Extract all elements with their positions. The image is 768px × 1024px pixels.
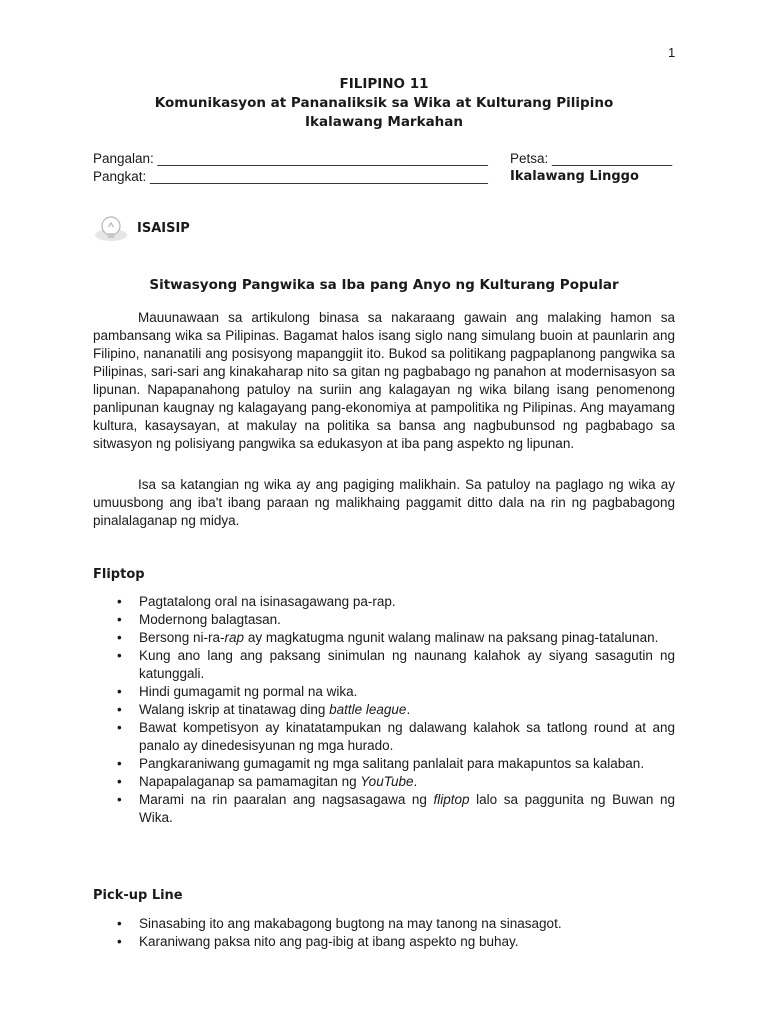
list-item: • Bawat kompetisyon ay kinatatampukan ng dalawang kalahok sa tatlong round at ang panalo ay dinedesisyunan ng mga hurado. xyxy=(93,719,675,755)
list-item: • Napapalaganap sa pamamagitan ng YouTube. xyxy=(93,773,675,791)
list-item: • Modernong balagtasan. xyxy=(93,611,675,629)
lightbulb-icon xyxy=(93,213,129,243)
quarter-title: Ikalawang Markahan xyxy=(304,114,464,130)
list-item: • Kung ano lang ang paksang sinimulan ng naunang kalahok ay siyang sasagutin ng katunggali. xyxy=(93,647,675,683)
document-header xyxy=(0,75,768,132)
date-field: Petsa: ________________ xyxy=(510,151,673,166)
paragraph xyxy=(93,309,675,453)
paragraph xyxy=(93,476,675,530)
list-item: • Pagtatalong oral na isinasagawang pa-rap. xyxy=(93,593,675,611)
list-item: • Hindi gumagamit ng pormal na wika. xyxy=(93,683,675,701)
fliptop-list xyxy=(93,593,675,827)
course-title: Komunikasyon at Pananaliksik sa Wika at Kulturang Pilipino xyxy=(154,95,614,111)
list-item: • Bersong ni-ra-rap ay magkatugma ngunit walang malinaw na paksang pinag-tatalunan. xyxy=(93,629,675,647)
isaisip-label: ISAISIP xyxy=(137,220,190,236)
pickup-line-list xyxy=(93,915,675,951)
list-item: • Marami na rin paaralan ang nagsasagawa ng fliptop lalo sa paggunita ng Buwan ng Wika. xyxy=(93,791,675,827)
subject-title: FILIPINO 11 xyxy=(339,76,429,92)
list-item: • Pangkaraniwang gumagamit ng mga salitang panlalait para makapuntos sa kalaban. xyxy=(93,755,675,773)
student-info-fields xyxy=(93,150,678,186)
section-field: Pangkat: _____________________________________________ xyxy=(93,169,488,184)
isaisip-section-header xyxy=(93,213,190,243)
week-label: Ikalawang Linggo xyxy=(510,169,639,184)
paragraph-text: Isa sa katangian ng wika ay ang pagiging malikhain. Sa patuloy na paglago ng wika ay umuusbong ang iba't ibang paraan ng malikhaing paggamit ditto dala na rin ng pagbabagong pinalalaganap ng midya. xyxy=(93,477,675,528)
list-item: • Karaniwang paksa nito ang pag-ibig at ibang aspekto ng buhay. xyxy=(93,933,675,951)
name-field: Pangalan: ____________________________________________ xyxy=(93,151,488,166)
paragraph-text: Mauunawaan sa artikulong binasa sa nakaraang gawain ang malaking hamon sa pambansang wika sa Pilipinas. Bagamat halos isang siglo nang simulang buoin at paunlarin ang Filipino, nananatili ang posisyong mapanggiit ito. Bukod sa politikang pagpaplanong pangwika sa Pilipinas, sari-sari ang kinakaharap nito sa gitan ng pagbabago ng panahon at modernisasyon sa lipunan. Napapanahong patuloy na suriin ang kalagayan ng wika bilang isang penomenong panlipunan kaugnay ng kalagayang pang-ekonomiya at pampolitika ng Pilipinas. Ang mayamang kultura, kasaysayan, at makulay na politika sa bansa ang nagbubunsod ng pagbabago sa sitwasyon ng polisiyang pangwika sa edukasyon at iba pang aspekto ng lipunan. xyxy=(93,310,675,451)
list-item: • Sinasabing ito ang makabagong bugtong na may tanong na sinasagot. xyxy=(93,915,675,933)
pickup-line-heading: Pick-up Line xyxy=(93,888,183,903)
list-item: • Walang iskrip at tinatawag ding battle league. xyxy=(93,701,675,719)
section-title: Sitwasyong Pangwika sa Iba pang Anyo ng Kulturang Popular xyxy=(149,277,619,293)
fliptop-heading: Fliptop xyxy=(93,567,145,582)
page-number: 1 xyxy=(668,45,676,60)
